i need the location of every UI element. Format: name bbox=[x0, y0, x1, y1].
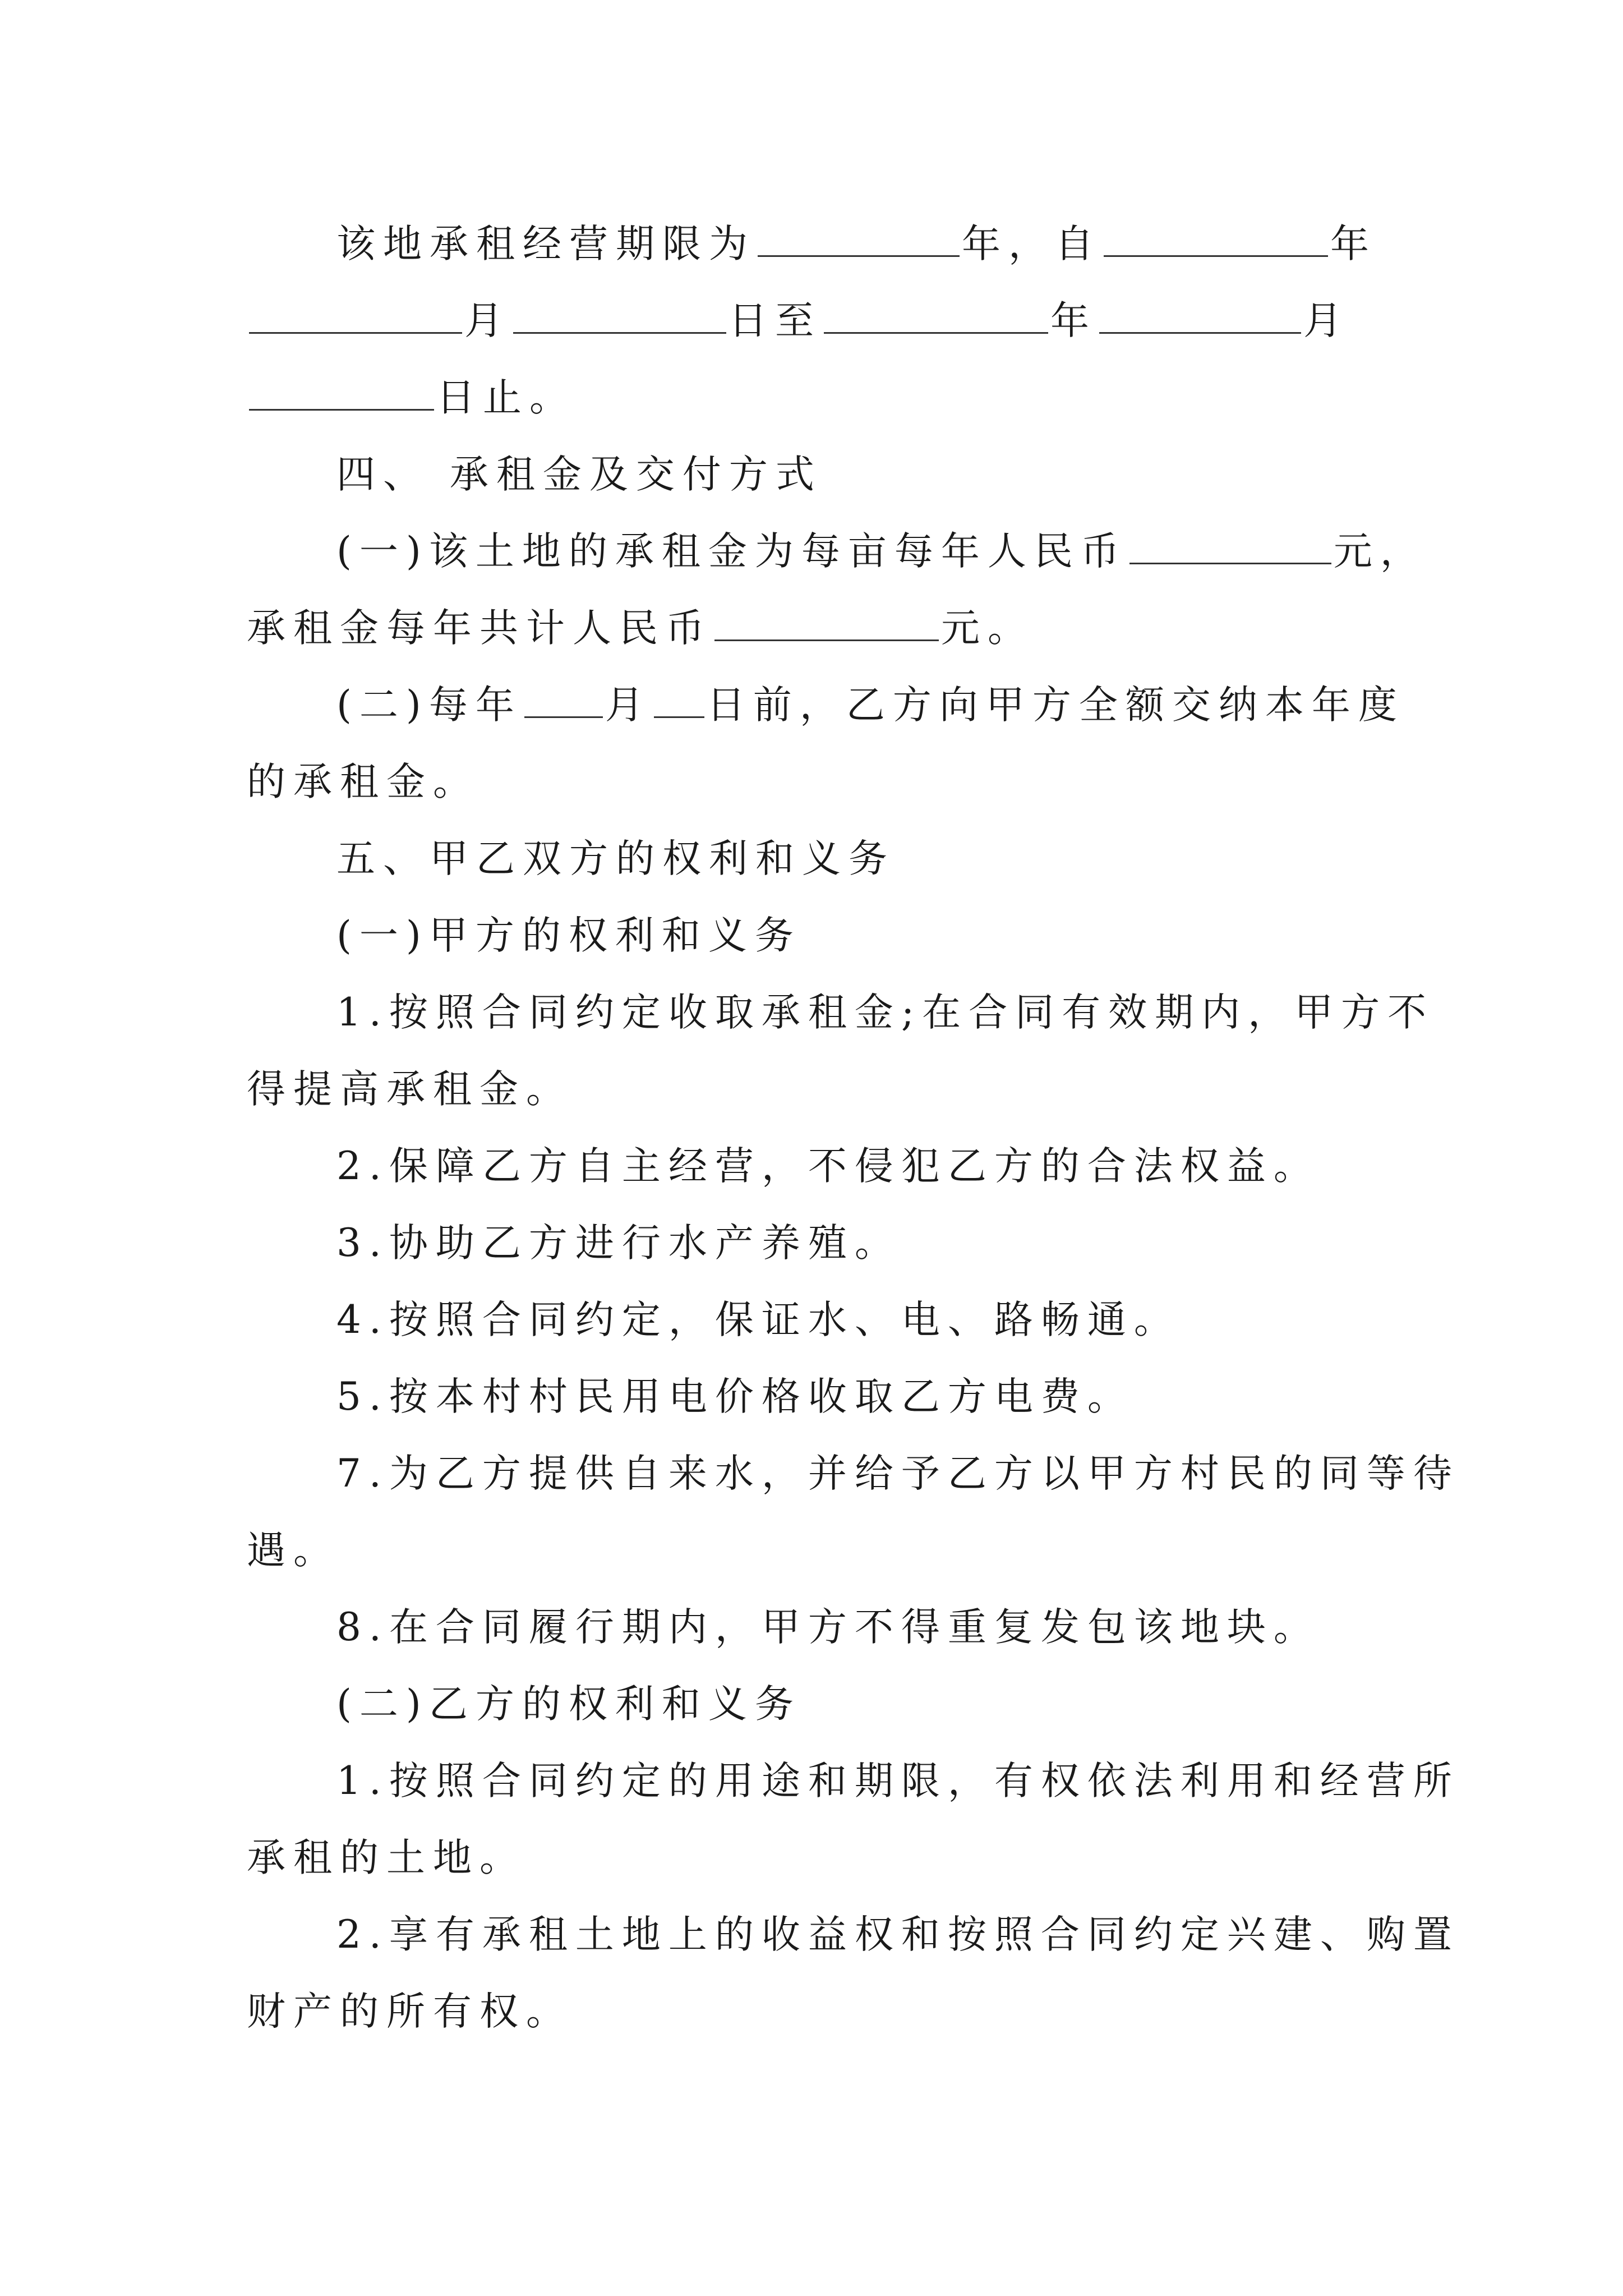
party-a-item1-line1: 1.按照合同约定收取承租金;在合同有效期内，甲方不 bbox=[336, 990, 1435, 1035]
blank-end-year bbox=[824, 303, 1048, 334]
party-a-item7-line1: 7.为乙方提供自来水，并给予乙方以甲方村民的同等待 bbox=[336, 1451, 1460, 1496]
term-text-b: 年，自 bbox=[962, 222, 1101, 266]
blank-end-day bbox=[249, 380, 434, 411]
section4-item1-line2 bbox=[247, 597, 1391, 659]
party-b-item1-line2: 承租的土地。 bbox=[247, 1835, 526, 1880]
blank-start-day bbox=[513, 303, 726, 334]
item1-text-d: 元。 bbox=[941, 606, 1034, 651]
section4-heading: 四、 承租金及交付方式 bbox=[336, 452, 822, 497]
blank-end-month bbox=[1099, 303, 1301, 334]
blank-years bbox=[758, 226, 960, 257]
party-b-heading: (二)乙方的权利和义务 bbox=[336, 1682, 801, 1727]
section4-item1-line1 bbox=[247, 521, 1481, 582]
term-line-1 bbox=[247, 213, 1481, 275]
term-text-a: 该地承租经营期限为 bbox=[336, 222, 755, 266]
item1-text-c: 承租金每年共计人民币 bbox=[247, 606, 712, 651]
item2-text-c: 日前，乙方向甲方全额交纳本年度 bbox=[706, 683, 1405, 728]
term-text-h: 日止。 bbox=[436, 375, 576, 420]
blank-pay-day bbox=[654, 687, 704, 718]
term-line-3 bbox=[247, 367, 1391, 429]
party-a-item7-line2: 遇。 bbox=[247, 1528, 340, 1573]
party-a-item2: 2.保障乙方自主经营，不侵犯乙方的合法权益。 bbox=[336, 1144, 1320, 1189]
blank-rent-per-mu bbox=[1129, 533, 1331, 564]
party-b-item2-line1: 2.享有承租土地上的收益权和按照合同约定兴建、购置 bbox=[336, 1912, 1460, 1957]
party-a-item5: 5.按本村村民用电价格收取乙方电费。 bbox=[336, 1374, 1134, 1419]
term-text-c: 年 bbox=[1330, 222, 1377, 266]
blank-pay-month bbox=[524, 687, 603, 718]
party-a-item8: 8.在合同履行期内，甲方不得重复发包该地块。 bbox=[336, 1605, 1320, 1650]
term-text-e: 日至 bbox=[728, 298, 822, 343]
item2-text-b: 月 bbox=[605, 683, 652, 728]
blank-rent-total bbox=[714, 610, 939, 641]
term-text-g: 月 bbox=[1303, 298, 1350, 343]
party-a-item1-line2: 得提高承租金。 bbox=[247, 1067, 573, 1112]
blank-start-year bbox=[1104, 226, 1328, 257]
party-a-heading: (一)甲方的权利和义务 bbox=[336, 913, 801, 958]
party-a-item3: 3.协助乙方进行水产养殖。 bbox=[336, 1221, 901, 1266]
party-b-item2-line2: 财产的所有权。 bbox=[247, 1989, 573, 2034]
term-line-2 bbox=[247, 290, 1391, 352]
section5-heading: 五、甲乙双方的权利和义务 bbox=[336, 836, 895, 881]
term-text-f: 年 bbox=[1050, 298, 1097, 343]
section4-item2-line2: 的承租金。 bbox=[247, 760, 479, 804]
section4-item2-line1 bbox=[247, 674, 1481, 736]
party-a-item4: 4.按照合同约定，保证水、电、路畅通。 bbox=[336, 1297, 1181, 1342]
term-text-d: 月 bbox=[464, 298, 511, 343]
blank-start-month bbox=[249, 303, 462, 334]
item1-text-b: 元， bbox=[1333, 529, 1427, 574]
item2-text-a: (二)每年 bbox=[336, 683, 522, 728]
party-b-item1-line1: 1.按照合同约定的用途和期限，有权依法利用和经营所 bbox=[336, 1759, 1460, 1803]
item1-text-a: (一)该土地的承租金为每亩每年人民币 bbox=[336, 529, 1127, 574]
